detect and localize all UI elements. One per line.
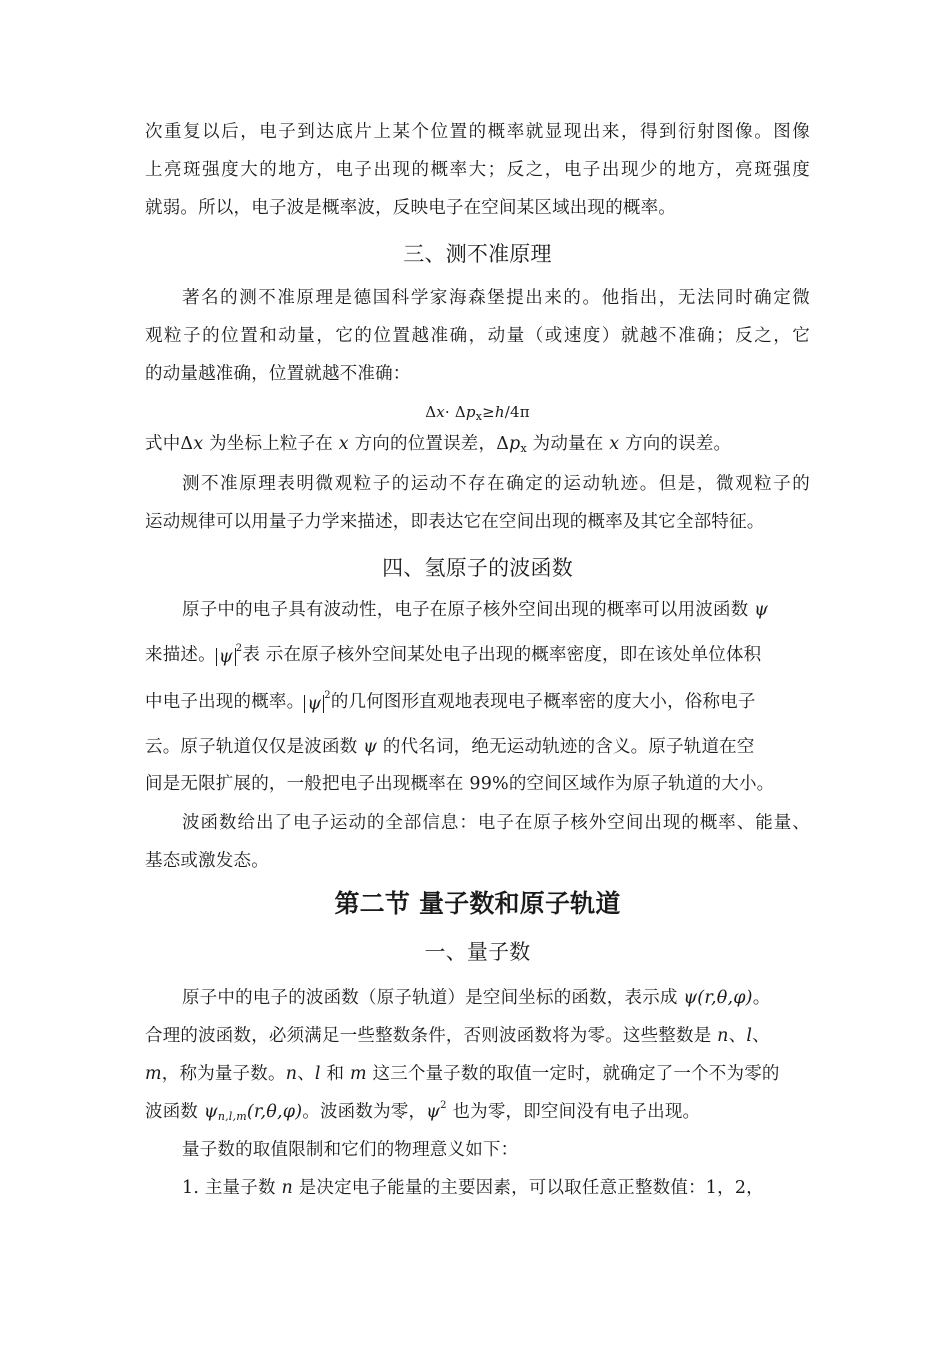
paragraph-line: 波函数给出了电子运动的全部信息：电子在原子核外空间出现的概率、能量、 xyxy=(182,813,810,833)
paragraph-line: 量子数的取值限制和它们的物理意义如下： xyxy=(182,1140,519,1160)
paragraph-line: 波函数 $\psi_{n,l,m}(r,\theta,\varphi)$。波函数为零，$\psi^2$ 也为零，即空间没有电子出现。 xyxy=(145,1100,701,1123)
paragraph-line: 间是无限扩展的，一般把电子出现概率在 99%的空间区域作为原子轨道的大小。 xyxy=(145,774,775,794)
paragraph-line: 上亮斑强度大的地方，电子出现的概率大；反之，电子出现少的地方，亮斑强度 xyxy=(145,160,810,180)
formula-note: 式中Δx 为坐标上粒子在 x 方向的位置误差，$\Delta p_x$ 为动量在 x 方向的误差。 xyxy=(145,434,732,455)
paragraph-line: 测不准原理表明微观粒子的运动不存在确定的运动轨迹。但是，微观粒子的 xyxy=(182,474,810,494)
paragraph-line: 次重复以后，电子到达底片上某个位置的概率就显现出来，得到衍射图像。图像 xyxy=(145,122,810,142)
section-title: 四、氢原子的波函数 xyxy=(382,556,573,580)
paragraph-line: 合理的波函数，必须满足一些整数条件，否则波函数将为零。这些整数是 n、l、 xyxy=(145,1026,770,1046)
paragraph-line: 观粒子的位置和动量，它的位置越准确，动量（或速度）就越不准确；反之，它 xyxy=(145,326,810,346)
paragraph-line: 基态或激发态。 xyxy=(145,851,269,871)
paragraph-line: 原子中的电子的波函数（原子轨道）是空间坐标的函数，表示成 ψ(r,θ,φ)。 xyxy=(182,988,771,1008)
paragraph-line: 著名的测不准原理是德国科学家海森堡提出来的。他指出，无法同时确定微 xyxy=(182,288,810,308)
paragraph-line: m，称为量子数。n、l 和 m 这三个量子数的取值一定时，就确定了一个不为零的 xyxy=(145,1064,780,1084)
paragraph-line: 来描述。 ψ $^2$表 示在原子核外空间某处电子出现的概率密度，即在该处单位体积 xyxy=(145,643,762,667)
chapter-title: 第二节 量子数和原子轨道 xyxy=(334,889,621,918)
paragraph-line: 原子中的电子具有波动性，电子在原子核外空间出现的概率可以用波函数 ψ xyxy=(182,600,769,620)
paragraph-line: 云。原子轨道仅仅是波函数 ψ 的代名词，绝无运动轨迹的含义。原子轨道在空 xyxy=(145,737,755,757)
uncertainty-formula: $\Delta x\cdot \Delta p_x\ge h/4\pi$ xyxy=(425,403,530,423)
paragraph-line: 就弱。所以，电子波是概率波，反映电子在空间某区域出现的概率。 xyxy=(145,198,676,218)
paragraph-line: 中电子出现的概率。 ψ $^2$的几何图形直观地表现电子概率密的度大小，俗称电子 xyxy=(145,690,756,714)
list-item: 1. 主量子数 n 是决定电子能量的主要因素，可以取任意正整数值：1，2， xyxy=(182,1178,764,1198)
section-title: 三、测不准原理 xyxy=(403,242,552,266)
subsection-title: 一、量子数 xyxy=(424,940,531,964)
paragraph-line: 运动规律可以用量子力学来描述，即表达它在空间出现的概率及其它全部特征。 xyxy=(145,512,765,532)
paragraph-line: 的动量越准确，位置就越不准确： xyxy=(145,364,411,384)
